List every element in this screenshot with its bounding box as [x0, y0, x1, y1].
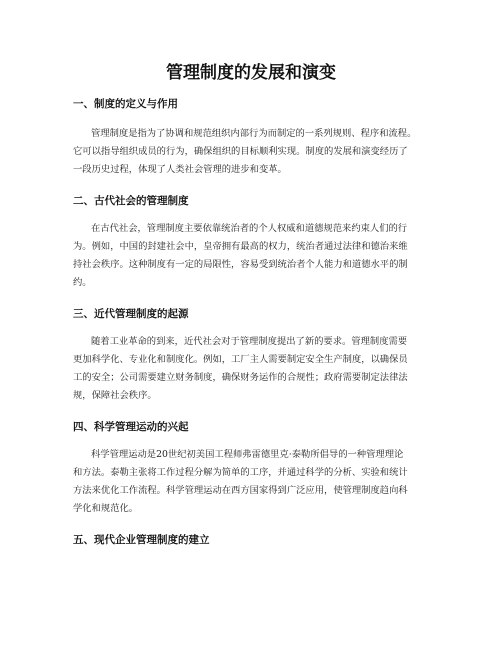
paragraph-line: 工的安全；公司需要建立财务制度，确保财务运作的合规性；政府需要制定法律法: [73, 372, 408, 383]
paragraph-line: 管理制度是指为了协调和规范组织内部行为而制定的一系列规则、程序和流程。: [91, 128, 417, 139]
section-heading-2: 二、古代社会的管理制度: [73, 195, 189, 207]
section-paragraph-2: [73, 220, 433, 292]
section-heading-1: 一、制度的定义与作用: [73, 98, 178, 110]
section-paragraph-4: [73, 446, 433, 518]
section-paragraph-1: [73, 125, 433, 179]
section-heading-5: 五、现代企业管理制度的建立: [73, 534, 210, 546]
paragraph-line: 方法来优化工作流程。科学管理运动在西方国家得到广泛应用，使管理制度趋向科: [73, 485, 408, 496]
paragraph-line: 更加科学化、专业化和制度化。例如，工厂主人需要制定安全生产制度，以确保员: [73, 354, 408, 365]
paragraph-line: 和方法。泰勒主张将工作过程分解为简单的工序，并通过科学的分析、实验和统计: [73, 467, 408, 478]
paragraph-line: 约。: [73, 277, 92, 288]
paragraph-line: 在古代社会，管理制度主要依靠统治者的个人权威和道德规范来约束人们的行: [91, 223, 408, 234]
document-title: 管理制度的发展和演变: [166, 63, 336, 83]
section-heading-4: 四、科学管理运动的兴起: [73, 421, 189, 433]
section-heading-3: 三、近代管理制度的起源: [73, 308, 189, 320]
paragraph-line: 持社会秩序。这种制度有一定的局限性，容易受到统治者个人能力和道德水平的制: [73, 259, 408, 270]
section-paragraph-3: [73, 333, 433, 405]
paragraph-line: 为。例如，中国的封建社会中，皇帝拥有最高的权力，统治者通过法律和德治来维: [73, 241, 408, 252]
paragraph-line: 它可以指导组织成员的行为，确保组织的目标顺利实现。制度的发展和演变经历了: [73, 146, 408, 157]
paragraph-line: 一段历史过程，体现了人类社会管理的进步和变革。: [73, 164, 287, 175]
paragraph-line: 科学管理运动是20世纪初美国工程师弗雷德里克·泰勒所倡导的一种管理理论: [91, 449, 404, 460]
paragraph-line: 学化和规范化。: [73, 503, 139, 514]
paragraph-line: 随着工业革命的到来，近代社会对于管理制度提出了新的要求。管理制度需要: [91, 336, 408, 347]
paragraph-line: 规，保障社会秩序。: [73, 390, 157, 401]
